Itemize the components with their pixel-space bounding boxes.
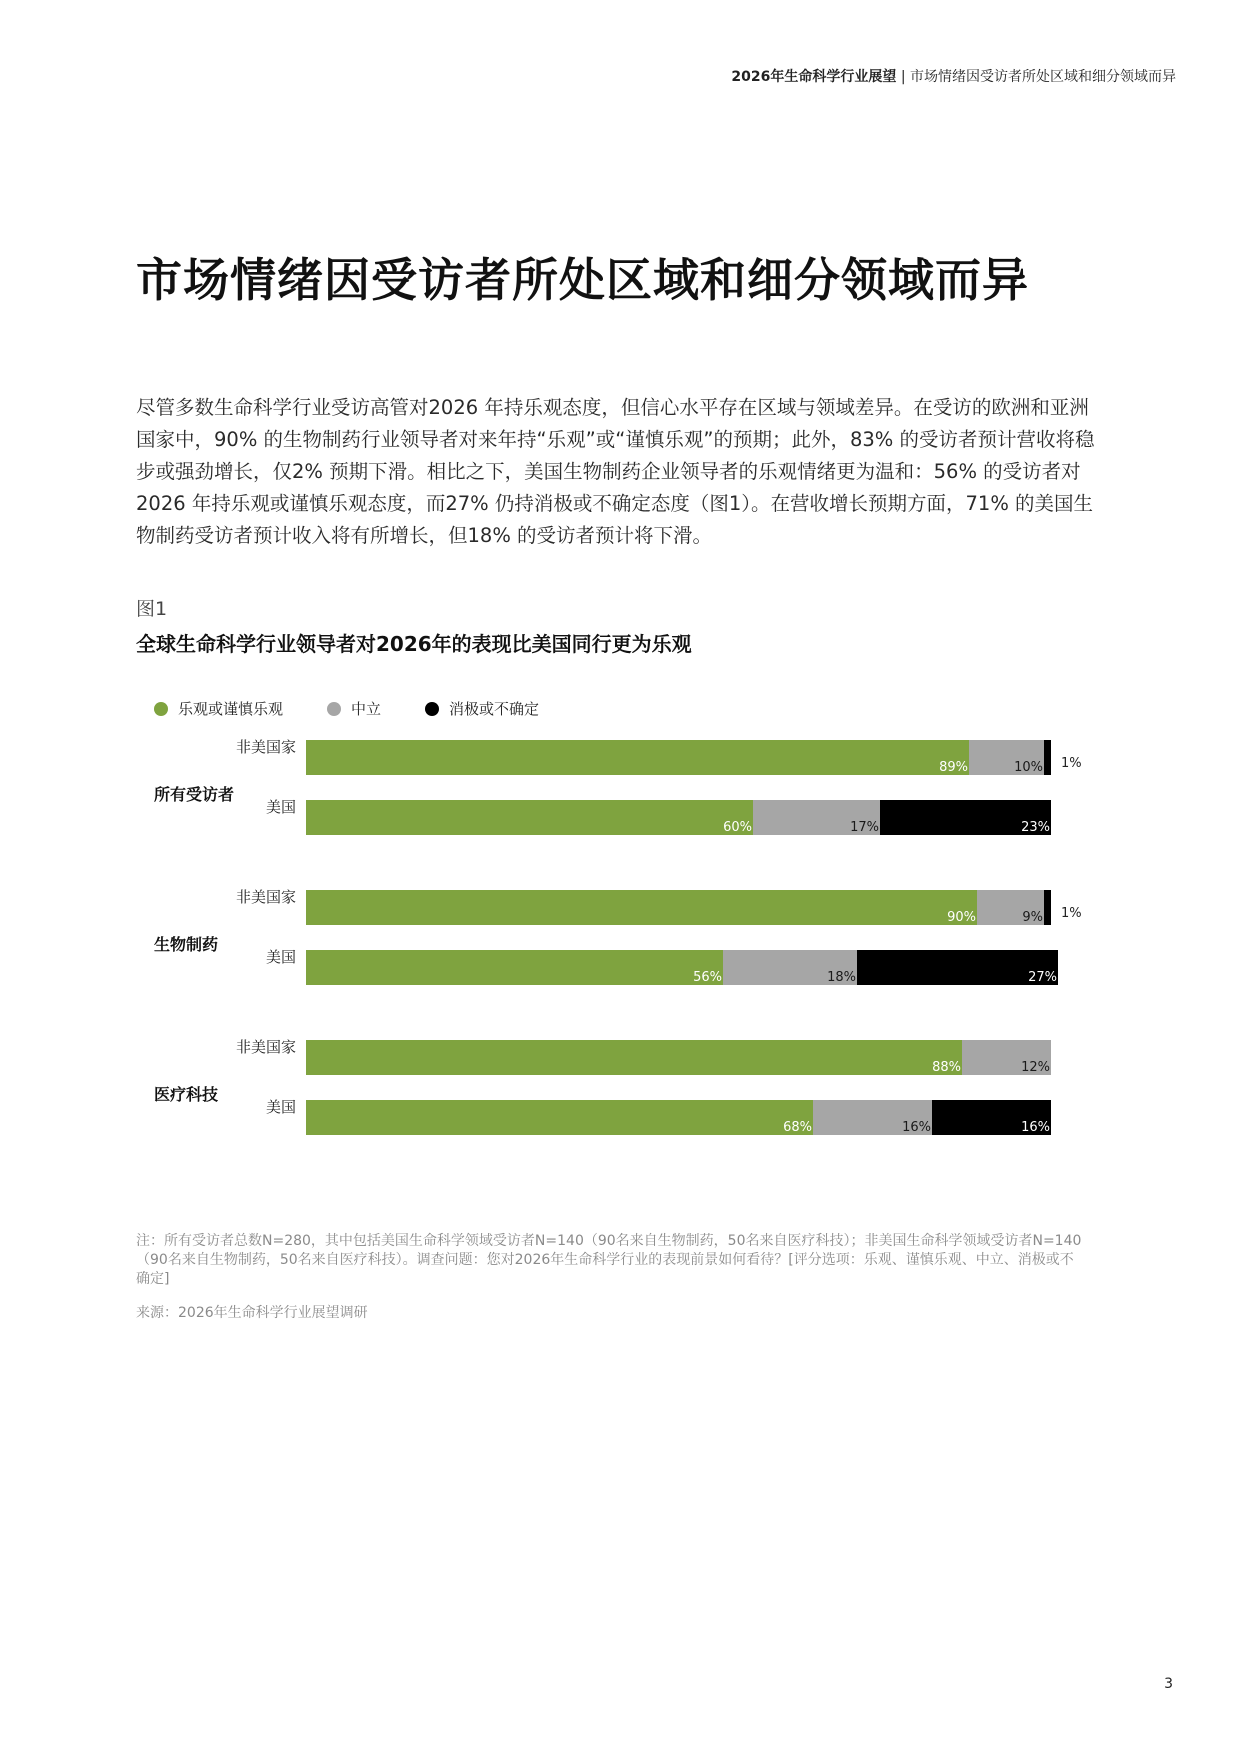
row-label: 非美国家 bbox=[235, 1038, 296, 1056]
row-label: 美国 bbox=[265, 1098, 296, 1116]
bar-segment-optimistic bbox=[306, 740, 969, 775]
bar-segment-neutral bbox=[813, 1100, 932, 1135]
running-header bbox=[731, 66, 1176, 86]
figure-title: 全球生命科学行业领导者对2026年的表现比美国同行更为乐观 bbox=[136, 632, 692, 656]
legend-item-optimistic bbox=[154, 698, 283, 719]
bar-segment-optimistic bbox=[306, 800, 753, 835]
running-header-section: 市场情绪因受访者所处区域和细分领域而异 bbox=[910, 69, 1176, 85]
data-label: 90% bbox=[947, 910, 976, 925]
data-label: 1% bbox=[1061, 906, 1082, 921]
legend-dot-optimistic bbox=[154, 702, 168, 716]
data-label: 1% bbox=[1061, 756, 1082, 771]
data-label: 16% bbox=[1021, 1120, 1050, 1135]
legend-label-neutral: 中立 bbox=[351, 700, 382, 718]
figure-source: 来源：2026年生命科学行业展望调研 bbox=[136, 1305, 368, 1321]
group-label: 所有受访者 bbox=[154, 785, 235, 804]
page-title: 市场情绪因受访者所处区域和细分领域而异 bbox=[136, 253, 1029, 307]
bar-segment-neutral bbox=[977, 890, 1044, 925]
bar-segment-neutral bbox=[753, 800, 880, 835]
data-label: 18% bbox=[827, 970, 856, 985]
bar-segment-optimistic bbox=[306, 890, 977, 925]
bar-segment-negative bbox=[880, 800, 1051, 835]
legend-label-optimistic: 乐观或谨慎乐观 bbox=[178, 700, 284, 718]
bar-segment-negative bbox=[857, 950, 1058, 985]
bar-row bbox=[306, 950, 1058, 985]
figure-note: 注：所有受访者总数N=280，其中包括美国生命科学领域受访者N=140（90名来自生物制药，50名来自医疗科技）；非美国生命科学领域受访者N=140（90名来自生物制药，50名来自医疗科技）。调查问题：您对2026年生命科学行业的表现前景如何看待？[评分选项：乐观、谨慎乐观、中立、消极或不确定] bbox=[136, 1233, 1082, 1287]
bar-segment-neutral bbox=[723, 950, 857, 985]
data-label: 10% bbox=[1014, 760, 1043, 775]
legend-item-negative bbox=[425, 698, 539, 719]
data-label: 9% bbox=[1022, 910, 1043, 925]
stacked-bar-chart bbox=[136, 740, 1086, 1220]
figure-label: 图1 bbox=[136, 598, 168, 620]
data-label: 88% bbox=[932, 1060, 961, 1075]
intro-paragraph: 尽管多数生命科学行业受访高管对2026 年持乐观态度，但信心水平存在区域与领域差异。在受访的欧洲和亚洲国家中，90% 的生物制药行业领导者对来年持“乐观”或“谨慎乐观”的预期；此外，83% 的受访者预计营收将稳步或强劲增长，仅2% 预期下滑。相比之下，美国生物制药企业领导者的乐观情绪更为温和：56% 的受访者对2026 年持乐观或谨慎乐观态度，而27% 仍持消极或不确定态度（图1）。在营收增长预期方面，71% 的美国生物制药受访者预计收入将有所增长，但18% 的受访者预计将下滑。 bbox=[136, 396, 1095, 547]
bar-segment-negative bbox=[932, 1100, 1051, 1135]
bar-row bbox=[306, 890, 1051, 925]
row-label: 非美国家 bbox=[235, 888, 296, 906]
bar-segment-optimistic bbox=[306, 1100, 813, 1135]
row-label: 美国 bbox=[265, 798, 296, 816]
data-label: 60% bbox=[723, 820, 752, 835]
legend-dot-neutral bbox=[327, 702, 341, 716]
row-label: 非美国家 bbox=[235, 738, 296, 756]
bar-segment-neutral bbox=[962, 1040, 1051, 1075]
legend-item-neutral bbox=[327, 698, 381, 719]
group-label: 医疗科技 bbox=[154, 1085, 219, 1104]
page-number: 3 bbox=[1164, 1676, 1173, 1692]
running-header-separator: | bbox=[896, 69, 910, 85]
bar-segment-optimistic bbox=[306, 1040, 962, 1075]
chart-legend bbox=[154, 698, 583, 719]
bar-segment-negative bbox=[1044, 740, 1051, 775]
bar-row bbox=[306, 1040, 1051, 1075]
legend-label-negative: 消极或不确定 bbox=[449, 700, 540, 718]
bar-row bbox=[306, 800, 1051, 835]
data-label: 68% bbox=[783, 1120, 812, 1135]
data-label: 12% bbox=[1021, 1060, 1050, 1075]
data-label: 16% bbox=[902, 1120, 931, 1135]
data-label: 56% bbox=[693, 970, 722, 985]
data-label: 17% bbox=[850, 820, 879, 835]
data-label: 23% bbox=[1021, 820, 1050, 835]
group-label: 生物制药 bbox=[154, 935, 219, 954]
row-label: 美国 bbox=[265, 948, 296, 966]
bar-row bbox=[306, 1100, 1051, 1135]
bar-row bbox=[306, 740, 1051, 775]
data-label: 27% bbox=[1028, 970, 1057, 985]
data-label: 89% bbox=[939, 760, 968, 775]
running-header-report: 2026年生命科学行业展望 bbox=[731, 69, 897, 85]
bar-segment-optimistic bbox=[306, 950, 723, 985]
legend-dot-negative bbox=[425, 702, 439, 716]
bar-segment-neutral bbox=[969, 740, 1044, 775]
bar-segment-negative bbox=[1044, 890, 1051, 925]
